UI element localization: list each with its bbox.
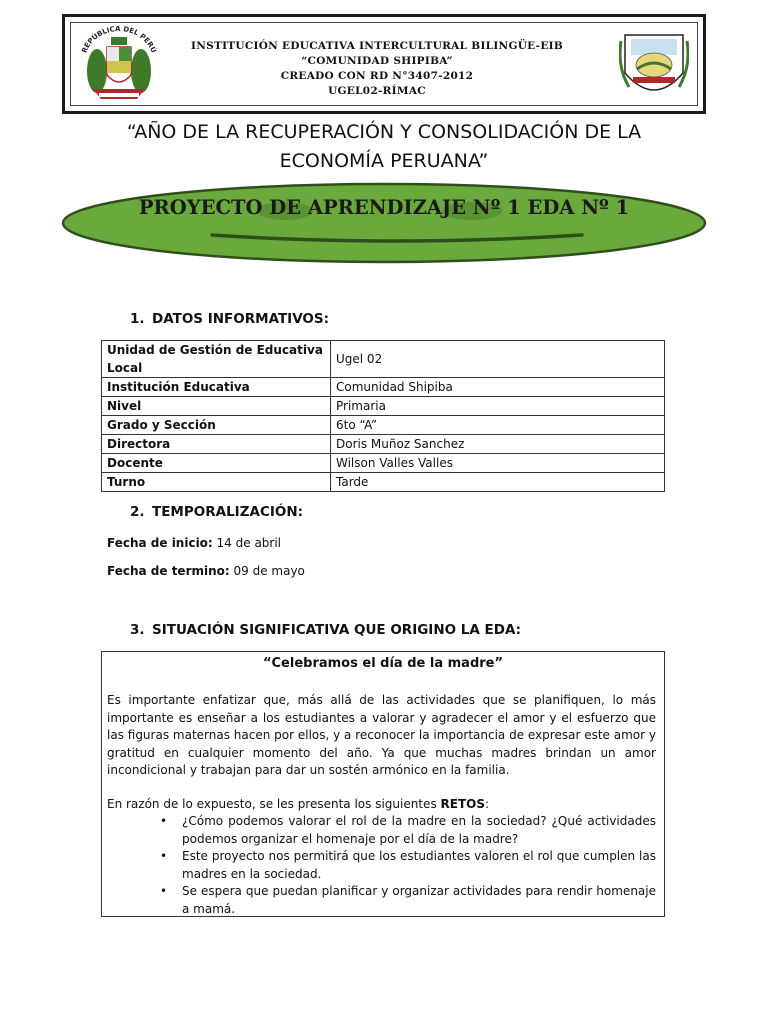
end-date-label: Fecha de termino: <box>107 564 230 578</box>
info-table <box>101 340 665 492</box>
retos-colon: : <box>484 797 490 811</box>
situation-paragraph: Es importante enfatizar que, más allá de las actividades que se planifiquen, lo más importante es enseñar a los estudiantes a valorar y agradecer el amor y el esfuerzo que las figuras maternas hacen por ellos, y a reconocer la importancia de expresar este amor y gratitud en cualquier momento del año. Ya que muchas madres brindan un amor incondicional y trabajan para dar un sostén armónico en la familia. <box>107 693 656 777</box>
list-item <box>160 883 656 918</box>
project-title-ellipse <box>60 181 708 265</box>
table-row <box>102 397 665 416</box>
retos-word: RETOS <box>440 797 485 811</box>
table-row <box>102 416 665 435</box>
header-text <box>177 39 577 99</box>
section-number: 3. <box>130 622 145 638</box>
ugel-name: UGEL02-RÍMAC <box>328 85 426 97</box>
table-row <box>102 454 665 473</box>
community-name: “COMUNIDAD SHIPIBA” <box>301 55 453 67</box>
list-item-text: ¿Cómo podemos valorar el rol de la madre en la sociedad? ¿Qué actividades podemos organizar el homenaje por el día de la madre? <box>182 814 656 846</box>
section-label: SITUACIÓN SIGNIFICATIVA QUE ORIGINO LA EDA: <box>152 622 522 638</box>
table-value: 6to “A” <box>331 416 665 435</box>
list-item <box>160 813 656 848</box>
table-value: Tarde <box>331 473 665 492</box>
end-date-value: 09 de mayo <box>229 564 305 578</box>
section-label: TEMPORALIZACIÓN: <box>152 504 304 520</box>
table-key: Docente <box>102 454 331 473</box>
project-title: PROYECTO DE APRENDIZAJE Nº 1 EDA Nº 1 <box>138 196 630 219</box>
school-shield-icon <box>619 27 689 103</box>
bullet-icon: • <box>160 849 168 863</box>
retos-intro-text: En razón de lo expuesto, se les presenta los siguientes <box>107 797 441 811</box>
section-number: 1. <box>130 311 145 327</box>
table-value: Doris Muñoz Sanchez <box>331 435 665 454</box>
table-key: Directora <box>102 435 331 454</box>
seal-left-caption: REPÚBLICA DEL PERÚ <box>80 24 158 55</box>
year-title <box>80 118 688 176</box>
table-row <box>102 341 665 378</box>
table-key: Institución Educativa <box>102 378 331 397</box>
table-value: Primaria <box>331 397 665 416</box>
section-number: 2. <box>130 504 145 520</box>
start-date-value: 14 de abril <box>212 536 282 550</box>
list-item-text: Se espera que puedan planificar y organizar actividades para rendir homenaje a mamá. <box>182 884 656 916</box>
section-situacion-significativa <box>130 622 521 638</box>
table-row <box>102 435 665 454</box>
list-item <box>160 848 656 883</box>
table-value: Ugel 02 <box>331 341 665 378</box>
resolution-number: CREADO CON RD N°3407-2012 <box>280 70 474 82</box>
table-row <box>102 473 665 492</box>
table-row <box>102 378 665 397</box>
institution-name: INSTITUCIÓN EDUCATIVA INTERCULTURAL BILINGÜE-EIB <box>190 40 564 52</box>
section-temporalizacion <box>130 504 303 520</box>
situation-title: “Celebramos el día de la madre” <box>262 656 504 671</box>
bullet-icon: • <box>160 884 168 898</box>
start-date-label: Fecha de inicio: <box>107 536 213 550</box>
section-datos-informativos <box>130 311 329 327</box>
peru-coat-of-arms-icon <box>75 23 163 105</box>
list-item-text: Este proyecto nos permitirá que los estudiantes valoren el rol que cumplen las madres en la sociedad. <box>182 849 656 881</box>
year-title-line1: “AÑO DE LA RECUPERACIÓN Y CONSOLIDACIÓN DE LA <box>126 121 642 143</box>
table-key: Turno <box>102 473 331 492</box>
retos-list <box>160 813 656 918</box>
year-title-line2: ECONOMÍA PERUANA” <box>279 150 489 172</box>
table-value: Comunidad Shipiba <box>331 378 665 397</box>
table-value: Wilson Valles Valles <box>331 454 665 473</box>
school-header <box>62 14 706 114</box>
table-key: Unidad de Gestión de Educativa Local <box>102 341 331 378</box>
situation-box <box>101 651 665 917</box>
retos-intro <box>107 796 656 814</box>
table-key: Grado y Sección <box>102 416 331 435</box>
end-date <box>107 564 305 578</box>
start-date <box>107 536 281 550</box>
table-key: Nivel <box>102 397 331 416</box>
bullet-icon: • <box>160 814 168 828</box>
section-label: DATOS INFORMATIVOS: <box>152 311 330 327</box>
